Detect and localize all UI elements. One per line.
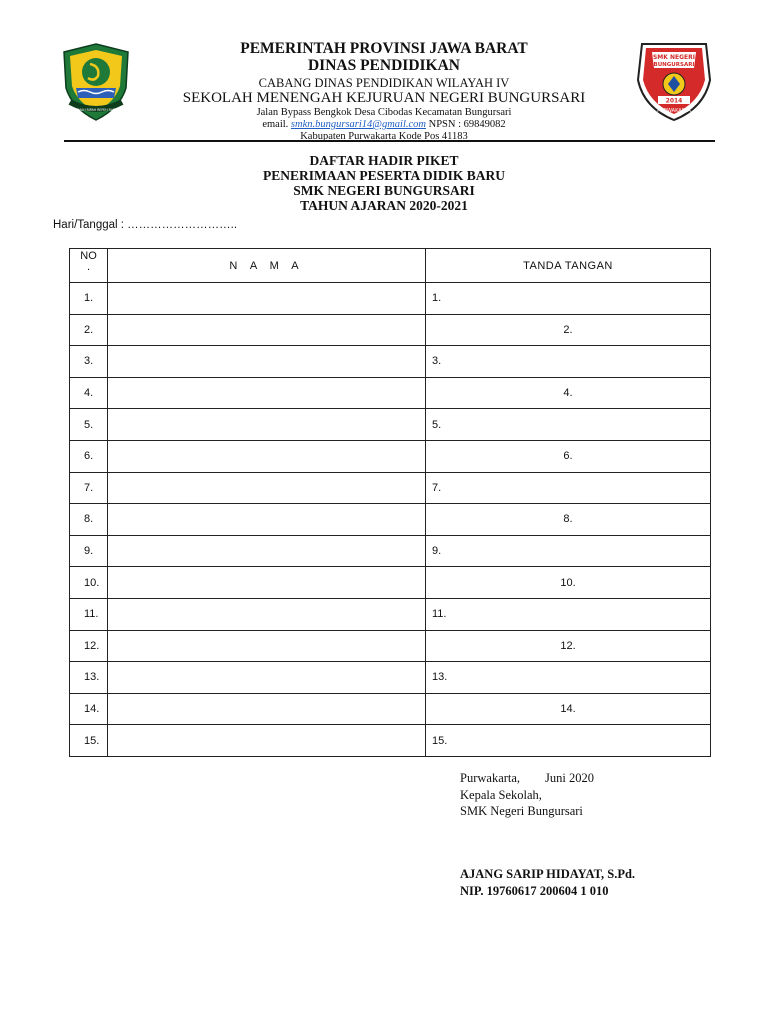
row-number: 4.: [70, 377, 108, 409]
table-row: [70, 662, 711, 694]
name-cell[interactable]: [108, 535, 426, 567]
letterhead-divider: [64, 140, 715, 142]
npsn-text: NPSN : 69849082: [428, 119, 506, 130]
signature-cell[interactable]: 10.: [426, 567, 711, 599]
name-cell[interactable]: [108, 504, 426, 536]
name-cell[interactable]: [108, 377, 426, 409]
row-number: 6.: [70, 440, 108, 472]
document-title: [140, 153, 628, 213]
signer-school: SMK Negeri Bungursari: [460, 804, 583, 818]
badge-purwakarta-text: PURWAKARTA: [657, 108, 691, 114]
signature-cell[interactable]: 7.: [426, 472, 711, 504]
signer-position: Kepala Sekolah,: [460, 787, 542, 802]
name-cell[interactable]: [108, 314, 426, 346]
table-row: [70, 693, 711, 725]
table-header-row: [70, 249, 711, 283]
signer-nip: NIP. 19760617 200604 1 010: [460, 884, 609, 898]
date-field[interactable]: Hari/Tanggal : ………………………..: [53, 219, 238, 231]
signature-cell[interactable]: 9.: [426, 535, 711, 567]
name-cell[interactable]: [108, 346, 426, 378]
signature-cell[interactable]: 5.: [426, 409, 711, 441]
attendance-table: [69, 248, 711, 757]
table-body: [70, 283, 711, 757]
row-number: 3.: [70, 346, 108, 378]
table-row: [70, 598, 711, 630]
column-header-no-text: NO: [80, 250, 97, 262]
letterhead-contact: [140, 119, 628, 131]
row-number: 2.: [70, 314, 108, 346]
west-java-emblem-logo: [60, 42, 132, 122]
table-row: [70, 567, 711, 599]
row-number: 15.: [70, 725, 108, 757]
signature-cell[interactable]: 14.: [426, 693, 711, 725]
title-line-3: SMK NEGERI BUNGURSARI: [293, 183, 475, 198]
email-prefix: email.: [262, 119, 289, 130]
table-row: [70, 440, 711, 472]
email-link[interactable]: smkn.bungursari14@gmail.com: [290, 119, 426, 130]
name-cell[interactable]: [108, 567, 426, 599]
title-line-4: TAHUN AJARAN 2020-2021: [300, 198, 468, 213]
name-cell[interactable]: [108, 598, 426, 630]
table-row: [70, 504, 711, 536]
letterhead-branch: CABANG DINAS PENDIDIKAN WILAYAH IV: [258, 76, 510, 90]
table-row: [70, 314, 711, 346]
table-row: [70, 630, 711, 662]
row-number: 14.: [70, 693, 108, 725]
badge-year-text: 2014: [665, 97, 683, 105]
badge-bungursari-text: BUNGURSARI: [653, 62, 695, 68]
column-header-tanda-tangan: TANDA TANGAN: [426, 249, 711, 283]
signature-cell[interactable]: 11.: [426, 598, 711, 630]
row-number: 8.: [70, 504, 108, 536]
name-cell[interactable]: [108, 472, 426, 504]
row-number: 10.: [70, 567, 108, 599]
name-cell[interactable]: [108, 693, 426, 725]
column-header-no-dot: .: [86, 261, 91, 273]
row-number: 9.: [70, 535, 108, 567]
emblem-motto-text: GEMAH RIPAH REPEH RAPIH: [73, 108, 119, 112]
signature-cell[interactable]: 4.: [426, 377, 711, 409]
table-row: [70, 409, 711, 441]
table-row: [70, 346, 711, 378]
closing-block: [460, 770, 594, 820]
signature-cell[interactable]: 12.: [426, 630, 711, 662]
name-cell[interactable]: [108, 630, 426, 662]
row-number: 13.: [70, 662, 108, 694]
column-header-nama: N A M A: [108, 249, 426, 283]
table-row: [70, 283, 711, 315]
signature-cell[interactable]: 1.: [426, 283, 711, 315]
row-number: 1.: [70, 283, 108, 315]
title-line-1: DAFTAR HADIR PIKET: [309, 153, 459, 168]
row-number: 12.: [70, 630, 108, 662]
table-row: [70, 725, 711, 757]
column-header-no: [70, 249, 108, 283]
name-cell[interactable]: [108, 662, 426, 694]
letterhead-office: DINAS PENDIDIKAN: [307, 57, 460, 74]
letterhead-school: SEKOLAH MENENGAH KEJURUAN NEGERI BUNGURSARI: [182, 90, 586, 106]
letterhead-province: PEMERINTAH PROVINSI JAWA BARAT: [240, 40, 528, 57]
row-number: 5.: [70, 409, 108, 441]
letterhead-address: Jalan Bypass Bengkok Desa Cibodas Kecamatan Bungursari: [256, 107, 512, 118]
signature-cell[interactable]: 2.: [426, 314, 711, 346]
row-number: 11.: [70, 598, 108, 630]
signature-cell[interactable]: 13.: [426, 662, 711, 694]
badge-smk-negeri-text: SMK NEGERI: [652, 54, 696, 61]
school-badge-logo: [632, 40, 716, 124]
signature-cell[interactable]: 3.: [426, 346, 711, 378]
row-number: 7.: [70, 472, 108, 504]
signature-cell[interactable]: 15.: [426, 725, 711, 757]
table-row: [70, 377, 711, 409]
signature-cell[interactable]: 8.: [426, 504, 711, 536]
table-row: [70, 535, 711, 567]
title-line-2: PENERIMAAN PESERTA DIDIK BARU: [263, 168, 505, 183]
signer-block: [460, 866, 635, 900]
name-cell[interactable]: [108, 440, 426, 472]
table-row: [70, 472, 711, 504]
name-cell[interactable]: [108, 283, 426, 315]
place-date: Purwakarta, Juni 2020: [460, 771, 595, 785]
letterhead: [140, 40, 628, 143]
signer-name: AJANG SARIP HIDAYAT, S.Pd.: [460, 867, 636, 881]
name-cell[interactable]: [108, 409, 426, 441]
signature-cell[interactable]: 6.: [426, 440, 711, 472]
name-cell[interactable]: [108, 725, 426, 757]
letterhead-city-postal: Kabupaten Purwakarta Kode Pos 41183: [300, 131, 468, 142]
